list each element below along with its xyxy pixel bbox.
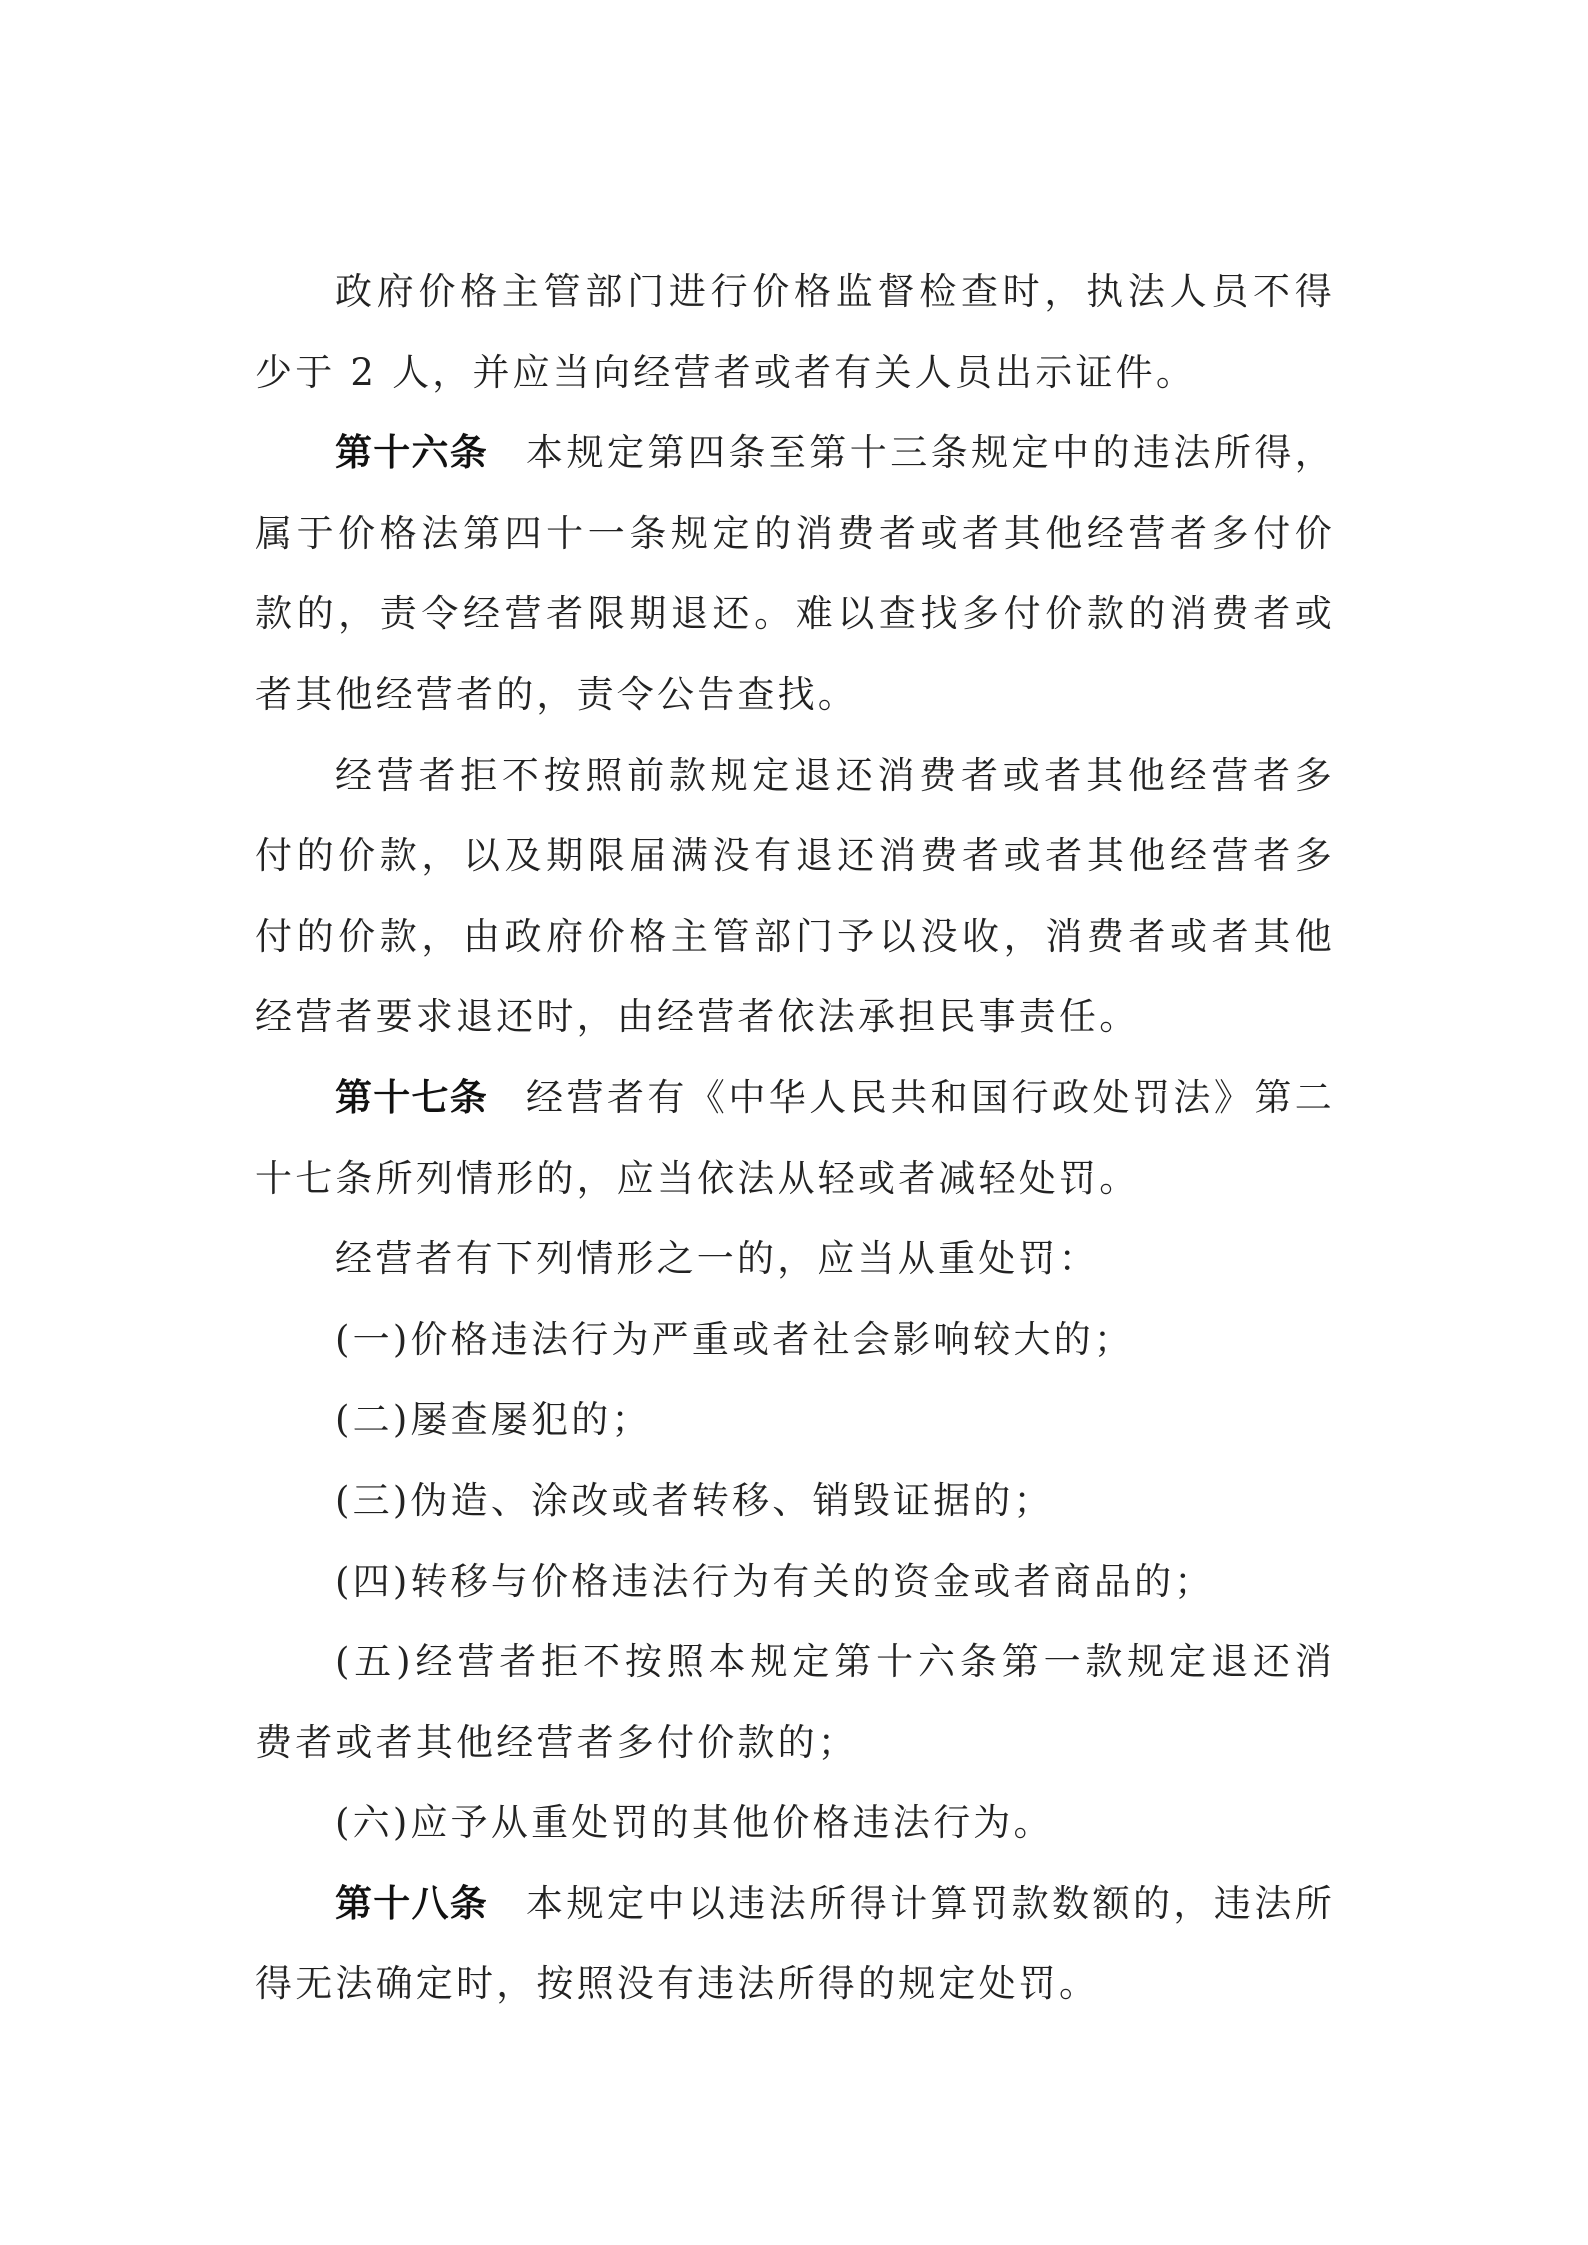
list-item-text: (三)伪造、涂改或者转移、销毁证据的； — [335, 1478, 1054, 1522]
paragraph-text: 经营者有《中华人民共和国行政处罚法》第二十七条所列情形的，应当依法从轻或者减轻处罚。 — [255, 1075, 1336, 1200]
list-item-2 — [255, 1380, 1335, 1461]
list-item-5 — [255, 1622, 1335, 1783]
article-17 — [255, 1058, 1335, 1219]
list-item-text: (一)价格违法行为严重或者社会影响较大的； — [335, 1317, 1135, 1361]
paragraph-inspection-personnel — [255, 252, 1335, 413]
list-item-1 — [255, 1300, 1335, 1381]
list-item-text: (四)转移与价格违法行为有关的资金或者商品的； — [335, 1559, 1215, 1603]
list-item-text: (五)经营者拒不按照本规定第十六条第一款规定退还消费者或者其他经营者多付价款的； — [255, 1640, 1335, 1764]
list-item-3 — [255, 1461, 1335, 1542]
list-item-6 — [255, 1783, 1335, 1864]
paragraph-text: 政府价格主管部门进行价格监督检查时，执法人员不得少于 2 人，并应当向经营者或者有关人员出示证件。 — [255, 270, 1335, 394]
paragraph-refund-refusal — [255, 736, 1335, 1058]
paragraph-text: 本规定第四条至第十三条规定中的违法所得，属于价格法第四十一条规定的消费者或者其他经营者多付价款的，责令经营者限期退还。难以查找多付价款的消费者或者其他经营者的，责令公告查找。 — [255, 431, 1336, 716]
article-title: 第十六条 — [335, 431, 489, 475]
list-item-text: (六)应予从重处罚的其他价格违法行为。 — [335, 1801, 1054, 1845]
article-title: 第十八条 — [335, 1881, 489, 1925]
list-item-text: (二)屡查屡犯的； — [335, 1398, 652, 1442]
article-16 — [255, 413, 1335, 735]
paragraph-aggravating-intro — [255, 1219, 1335, 1300]
list-item-4 — [255, 1542, 1335, 1623]
paragraph-text: 经营者有下列情形之一的，应当从重处罚： — [335, 1237, 1099, 1281]
article-18 — [255, 1864, 1335, 2025]
article-title: 第十七条 — [335, 1075, 489, 1119]
paragraph-text: 经营者拒不按照前款规定退还消费者或者其他经营者多付的价款，以及期限届满没有退还消费者或者其他经营者多付的价款，由政府价格主管部门予以没收，消费者或者其他经营者要求退还时，由经营者依法承担民事责任。 — [255, 753, 1335, 1039]
paragraph-text: 本规定中以违法所得计算罚款数额的，违法所得无法确定时，按照没有违法所得的规定处罚。 — [255, 1881, 1336, 2006]
document-page — [255, 252, 1335, 2025]
